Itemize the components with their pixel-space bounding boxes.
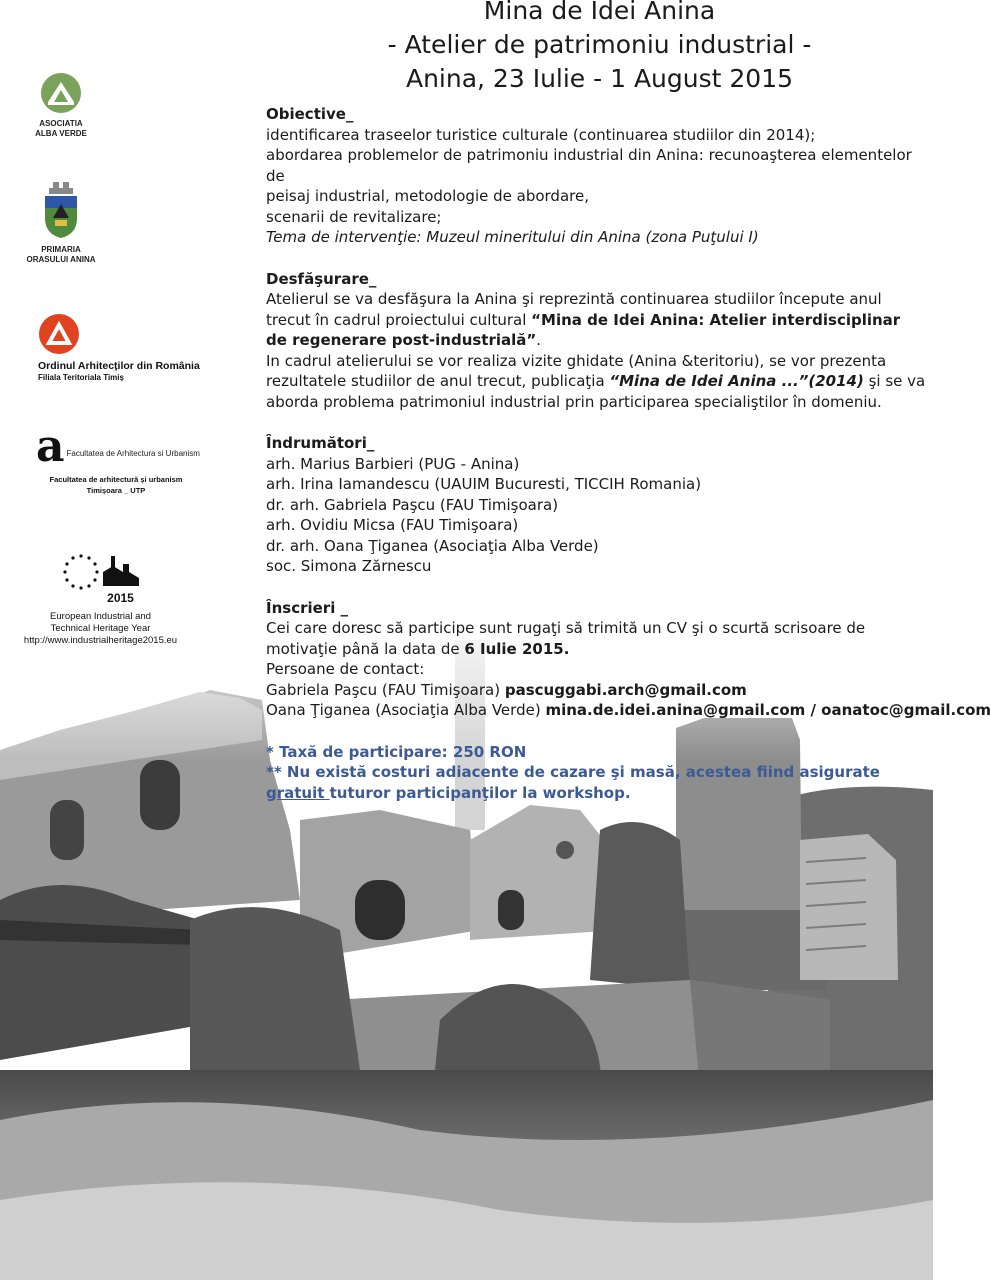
contact-1-name: Gabriela Paşcu (FAU Timişoara) — [266, 680, 505, 699]
contact-2 — [266, 700, 991, 721]
fee-note: * Taxă de participare: 250 RON — [266, 742, 527, 761]
obiective-line-4: scenarii de revitalizare; — [266, 207, 442, 226]
eihy-year: 2015 — [107, 591, 134, 605]
fau-side-text: Facultatea de Arhitectura si Urbanism — [66, 449, 200, 458]
title-line-2: - Atelier de patrimoniu industrial - — [387, 30, 812, 59]
poster-title — [266, 0, 933, 96]
oar-timis-logo — [38, 313, 228, 383]
mentor-item: arh. Irina Iamandescu (UAUIM Bucuresti, TICCIH Romania) — [266, 475, 702, 493]
eihy-caption-1: European Industrial and — [50, 611, 151, 622]
eihy-url-link[interactable]: http://www.industrialheritage2015.eu — [23, 635, 178, 646]
mentor-item: dr. arh. Oana Ţiganea (Asociaţia Alba Verde) — [266, 536, 599, 555]
obiective-theme: Tema de intervenţie: Muzeul mineritului din Anina (zona Puţului I) — [266, 228, 759, 246]
free-note-text: ** Nu există costuri adiacente de cazare şi masă, acestea fiind asigurate — [266, 763, 880, 781]
inscrieri-text: Cei care doresc să participe sunt rugaţi să trimită un CV şi o scurtă scrisoare de motivaţie până la data de — [266, 619, 866, 658]
mentor-item: arh. Marius Barbieri (PUG - Anina) — [266, 454, 520, 473]
desfasurare-heading: Desfăşurare_ — [266, 269, 377, 288]
desfasurare-p1-text: Atelierul se va desfăşura la Anina şi reprezintă continuarea studiilor începute anul trecut în cadrul proiectului cultural — [266, 290, 882, 329]
oar-caption-1: Ordinul Arhitecților din România — [38, 360, 200, 372]
inscrieri-paragraph — [266, 618, 926, 659]
fau-timisoara-logo — [36, 421, 226, 496]
alba-verde-logo — [16, 72, 106, 139]
publication-title: “Mina de Idei Anina ...”(2014) — [609, 372, 864, 390]
fau-caption-1: Facultatea de arhitectură și urbanism — [49, 475, 183, 484]
alba-verde-caption-2: ALBA VERDE — [35, 129, 87, 138]
mentor-item: dr. arh. Gabriela Paşcu (FAU Timişoara) — [266, 495, 559, 514]
mentor-item: soc. Simona Zărnescu — [266, 557, 432, 575]
title-line-3: Anina, 23 Iulie - 1 August 2015 — [405, 64, 794, 93]
obiective-line-1: identificarea traseelor turistice culturale (continuarea studiilor din 2014); — [266, 125, 816, 144]
deadline-date: 6 Iulie 2015. — [464, 639, 570, 658]
free-accommodation-note — [266, 762, 926, 803]
inscrieri-heading: Înscrieri _ — [266, 598, 349, 617]
fau-caption-2: Timișoara _ UTP — [86, 486, 146, 495]
desfasurare-paragraph-1 — [266, 289, 926, 351]
contact-2-email[interactable]: mina.de.idei.anina@gmail.com / oanatoc@gmail.com — [545, 701, 991, 719]
desfasurare-p2-text: In cadrul atelierului se vor realiza vizite ghidate (Anina &teritoriu), se vor prezenta rezultatele studiilor de anul trecut, publicaţia — [266, 351, 887, 390]
desfasurare-p2-end: şi se va aborda problema patrimoniul industrial prin participarea specialiştilor în domeniu. — [266, 372, 926, 411]
main-content — [266, 104, 991, 803]
contact-2-name: Oana Ţiganea (Asociaţia Alba Verde) — [266, 701, 546, 719]
primaria-anina-logo — [16, 180, 106, 265]
contact-1-email[interactable]: pascuggabi.arch@gmail.com — [504, 680, 747, 699]
desfasurare-paragraph-2 — [266, 351, 926, 413]
oar-emblem-icon — [38, 313, 80, 355]
free-note-end: tuturor participanţilor la workshop. — [329, 783, 631, 802]
alba-verde-emblem-icon — [40, 72, 82, 114]
coat-of-arms-icon — [41, 180, 81, 240]
mentor-item: arh. Ovidiu Micsa (FAU Timişoara) — [266, 516, 519, 534]
contact-label: Persoane de contact: — [266, 660, 425, 678]
primaria-caption-1: PRIMARIA — [41, 245, 81, 254]
alba-verde-caption-1: ASOCIATIA — [39, 119, 83, 128]
free-note-underlined: gratuit — [266, 783, 330, 802]
obiective-line-3: peisaj industrial, metodologie de abordare, — [266, 187, 589, 205]
oar-caption-2: Filiala Teritoriala Timiș — [38, 373, 124, 382]
primaria-caption-2: ORASULUI ANINA — [26, 255, 96, 264]
project-title: “Mina de Idei Anina: Atelier interdisciplinar de regenerare post-industrială” — [266, 310, 901, 349]
contact-1 — [266, 680, 926, 701]
eihy-caption-2: Technical Heritage Year — [50, 623, 151, 634]
desfasurare-p1-end: . — [536, 331, 542, 349]
obiective-heading: Obiective_ — [266, 105, 354, 123]
indrumatori-heading: Îndrumători_ — [266, 434, 375, 452]
eihy-2015-logo — [8, 550, 193, 647]
fau-mark: a — [36, 421, 65, 472]
title-line-1: Mina de Idei Anina — [483, 0, 716, 25]
obiective-line-2: abordarea problemelor de patrimoniu industrial din Anina: recunoaşterea elementelor de — [266, 146, 912, 185]
